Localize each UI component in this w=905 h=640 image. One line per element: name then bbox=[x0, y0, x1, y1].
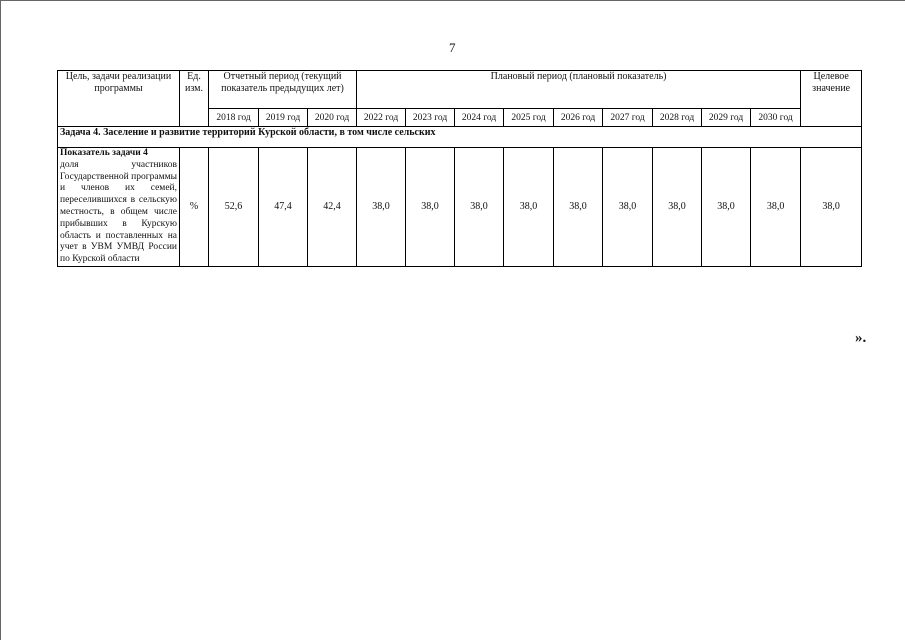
header-planned-period: Плановый период (плановый показатель) bbox=[357, 71, 801, 109]
value-cell: 38,0 bbox=[357, 148, 406, 267]
value-cell: 38,0 bbox=[702, 148, 751, 267]
indicator-table bbox=[57, 70, 862, 267]
year-header: 2030 год bbox=[751, 109, 801, 127]
value-cell: 52,6 bbox=[209, 148, 259, 267]
indicator-description: доля участников Государственной программы и членов их семей, переселившихся в сельскую местность, в общем числе прибывших в Курскую область и поставленных на учет в УВМ УМВД России по Курской области bbox=[60, 159, 177, 265]
header-goal: Цель, задачи реализации программы bbox=[58, 71, 180, 127]
year-header: 2023 год bbox=[406, 109, 455, 127]
year-header: 2026 год bbox=[554, 109, 603, 127]
value-cell: 38,0 bbox=[653, 148, 702, 267]
page-number: 7 bbox=[449, 40, 456, 55]
year-header: 2028 год bbox=[653, 109, 702, 127]
page-frame-top bbox=[0, 0, 905, 1]
indicator-unit: % bbox=[180, 148, 209, 267]
indicator-name-cell bbox=[58, 148, 180, 267]
task-title: Задача 4. Заселение и развитие территорий Курской области, в том числе сельских bbox=[58, 127, 862, 148]
header-unit: Ед. изм. bbox=[180, 71, 209, 127]
year-header: 2029 год bbox=[702, 109, 751, 127]
year-header: 2027 год bbox=[603, 109, 653, 127]
value-cell: 38,0 bbox=[406, 148, 455, 267]
value-cell: 38,0 bbox=[554, 148, 603, 267]
header-row-1 bbox=[58, 71, 862, 109]
indicator-row bbox=[58, 148, 862, 267]
value-cell: 38,0 bbox=[751, 148, 801, 267]
value-cell: 42,4 bbox=[308, 148, 357, 267]
value-cell: 47,4 bbox=[259, 148, 308, 267]
year-header: 2022 год bbox=[357, 109, 406, 127]
value-cell: 38,0 bbox=[504, 148, 554, 267]
year-header: 2019 год bbox=[259, 109, 308, 127]
year-header: 2024 год bbox=[455, 109, 504, 127]
page-frame-left bbox=[0, 0, 1, 640]
header-reporting-period: Отчетный период (текущий показатель предыдущих лет) bbox=[209, 71, 357, 109]
year-header: 2025 год bbox=[504, 109, 554, 127]
target-value-cell: 38,0 bbox=[801, 148, 862, 267]
value-cell: 38,0 bbox=[455, 148, 504, 267]
year-header: 2020 год bbox=[308, 109, 357, 127]
closing-quote-mark: ». bbox=[855, 330, 867, 346]
indicator-title: Показатель задачи 4 bbox=[60, 148, 148, 158]
year-header: 2018 год bbox=[209, 109, 259, 127]
value-cell: 38,0 bbox=[603, 148, 653, 267]
task-row bbox=[58, 127, 862, 148]
header-target: Целевое значение bbox=[801, 71, 862, 127]
